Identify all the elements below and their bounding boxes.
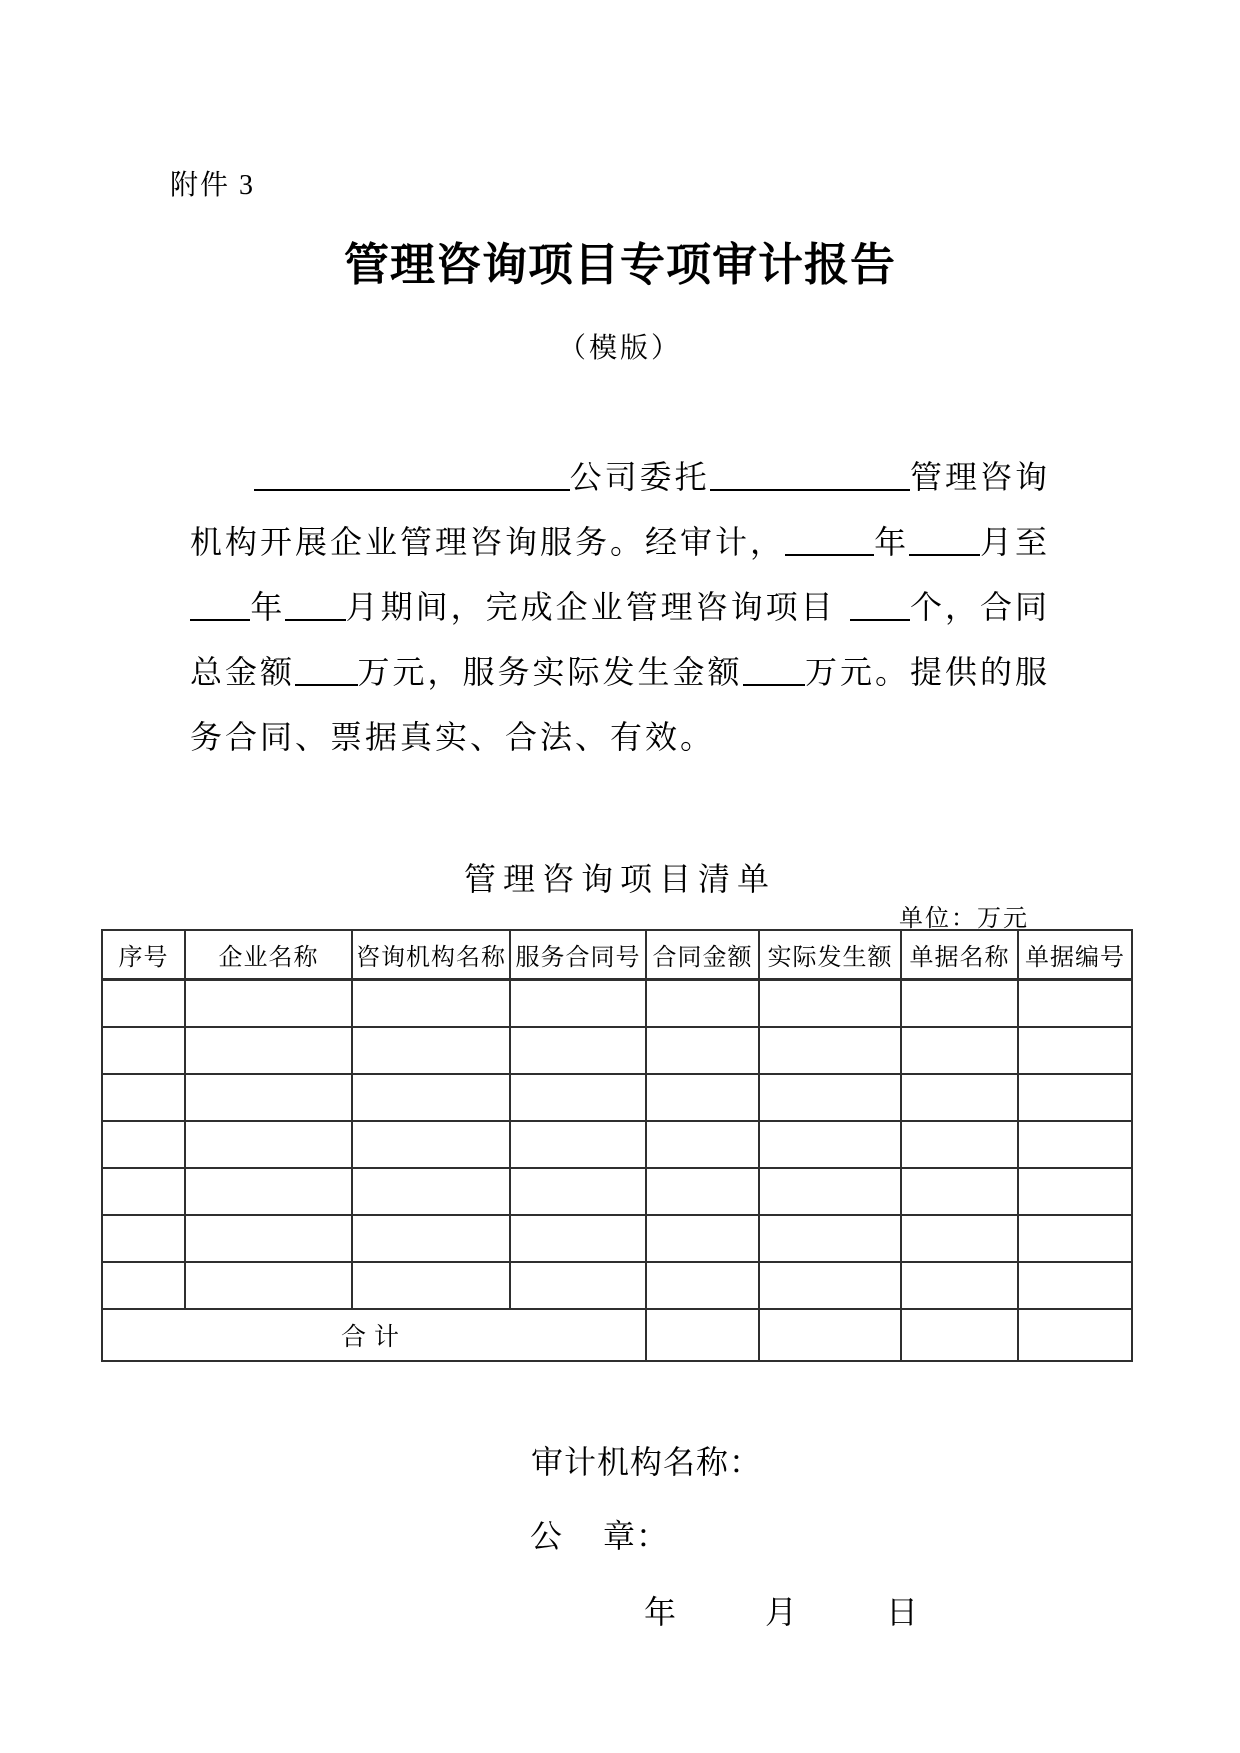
total-label-cell: 合计 [102, 1309, 646, 1361]
empty-cell [185, 1121, 352, 1168]
column-header-contract-amount: 合同金额 [646, 930, 759, 980]
empty-cell [759, 1168, 901, 1215]
blank-field-project-count [850, 619, 910, 621]
total-contract-amount-cell [646, 1309, 759, 1361]
empty-cell [102, 1121, 185, 1168]
total-actual-amount-cell [759, 1309, 901, 1361]
empty-cell [510, 1121, 646, 1168]
project-table-body [102, 980, 1132, 1362]
text-run: 管理咨询 [909, 459, 1050, 495]
text-run: 月至 [979, 524, 1050, 560]
year-label: 年 [644, 1594, 678, 1630]
blank-field-end-month [285, 619, 345, 621]
column-header-agency: 咨询机构名称 [352, 930, 510, 980]
column-header-doc-name: 单据名称 [901, 930, 1018, 980]
blank-field-actual-amount [743, 684, 805, 686]
attachment-label: 附件 3 [170, 170, 256, 201]
empty-cell [759, 980, 901, 1028]
empty-cell [646, 1215, 759, 1262]
empty-cell [1018, 1215, 1132, 1262]
column-header-doc-no: 单据编号 [1018, 930, 1132, 980]
text-run: 万元，服务实际发生金额 [357, 654, 743, 690]
column-header-index: 序号 [102, 930, 185, 980]
empty-cell [1018, 1121, 1132, 1168]
empty-cell [185, 1262, 352, 1309]
blank-field-start-month [909, 554, 980, 556]
date-line [644, 1587, 919, 1633]
empty-cell [185, 1027, 352, 1074]
blank-field-contract-total [295, 684, 357, 686]
blank-field-end-year [190, 619, 250, 621]
empty-cell [646, 1027, 759, 1074]
empty-cell [901, 1027, 1018, 1074]
empty-data-row [102, 1215, 1132, 1262]
blank-field-start-year [785, 554, 874, 556]
empty-cell [510, 980, 646, 1028]
empty-cell [1018, 1262, 1132, 1309]
empty-cell [759, 1074, 901, 1121]
empty-cell [759, 1027, 901, 1074]
unit-label: 单位：万元 [899, 906, 1029, 932]
empty-cell [352, 1074, 510, 1121]
empty-cell [102, 980, 185, 1028]
month-label: 月 [765, 1594, 799, 1630]
total-row [102, 1309, 1132, 1361]
empty-cell [759, 1121, 901, 1168]
empty-cell [901, 1074, 1018, 1121]
empty-data-row [102, 1027, 1132, 1074]
empty-cell [352, 1027, 510, 1074]
blank-field-agency [710, 489, 910, 491]
empty-cell [102, 1215, 185, 1262]
empty-cell [102, 1168, 185, 1215]
empty-cell [759, 1215, 901, 1262]
empty-cell [352, 1168, 510, 1215]
body-paragraph [190, 445, 1050, 770]
total-doc-name-cell [901, 1309, 1018, 1361]
empty-cell [901, 1262, 1018, 1309]
seal-word-colon: 章： [603, 1518, 670, 1554]
column-header-company: 企业名称 [185, 930, 352, 980]
blank-field-company [254, 489, 570, 491]
empty-cell [901, 980, 1018, 1028]
empty-cell [901, 1121, 1018, 1168]
text-run: 总金额 [190, 654, 296, 690]
empty-cell [901, 1168, 1018, 1215]
document-subtitle: （模版） [557, 333, 682, 364]
empty-cell [1018, 980, 1132, 1028]
text-run: 年 [874, 524, 910, 560]
empty-data-row [102, 1074, 1132, 1121]
empty-cell [646, 1262, 759, 1309]
empty-cell [102, 1074, 185, 1121]
text-run: 年 [250, 589, 286, 625]
paragraph-line-4 [190, 640, 1050, 705]
empty-cell [352, 1262, 510, 1309]
total-doc-no-cell [1018, 1309, 1132, 1361]
paragraph-line-1 [190, 445, 1050, 510]
column-header-actual-amount: 实际发生额 [759, 930, 901, 980]
empty-cell [352, 1121, 510, 1168]
column-header-contract-no: 服务合同号 [510, 930, 646, 980]
seal-word: 公 [530, 1518, 564, 1554]
text-run: 个，合同 [909, 589, 1050, 625]
empty-data-row [102, 1121, 1132, 1168]
empty-data-row [102, 1168, 1132, 1215]
empty-cell [185, 980, 352, 1028]
empty-cell [646, 1074, 759, 1121]
empty-cell [352, 1215, 510, 1262]
empty-data-row [102, 1262, 1132, 1309]
empty-data-row [102, 980, 1132, 1028]
empty-cell [646, 1121, 759, 1168]
table-header-row [102, 930, 1132, 980]
empty-cell [510, 1215, 646, 1262]
empty-cell [102, 1262, 185, 1309]
paragraph-line-3 [190, 575, 1050, 640]
text-run: 务合同、票据真实、合法、有效。 [190, 719, 716, 755]
auditor-name-label: 审计机构名称： [531, 1444, 763, 1480]
empty-cell [646, 1168, 759, 1215]
empty-cell [510, 1074, 646, 1121]
project-list-title: 管理咨询项目清单 [463, 861, 776, 897]
paragraph-line-5 [190, 705, 1050, 770]
official-seal-label [530, 1511, 669, 1557]
empty-cell [510, 1262, 646, 1309]
empty-cell [352, 980, 510, 1028]
empty-cell [646, 980, 759, 1028]
document-title: 管理咨询项目专项审计报告 [343, 239, 896, 290]
day-label: 日 [886, 1594, 920, 1630]
empty-cell [185, 1215, 352, 1262]
empty-cell [510, 1168, 646, 1215]
text-run: 机构开展企业管理咨询服务。经审计， [190, 524, 786, 560]
empty-cell [1018, 1074, 1132, 1121]
paragraph-line-2 [190, 510, 1050, 575]
project-table [101, 929, 1131, 1362]
empty-cell [510, 1027, 646, 1074]
empty-cell [1018, 1027, 1132, 1074]
empty-cell [102, 1027, 185, 1074]
empty-cell [185, 1168, 352, 1215]
empty-cell [1018, 1168, 1132, 1215]
empty-cell [185, 1074, 352, 1121]
empty-cell [759, 1262, 901, 1309]
text-run: 月期间，完成企业管理咨询项目 [345, 589, 836, 625]
text-run: 万元。提供的服 [805, 654, 1051, 690]
empty-cell [901, 1215, 1018, 1262]
text-run: 公司委托 [569, 459, 710, 495]
